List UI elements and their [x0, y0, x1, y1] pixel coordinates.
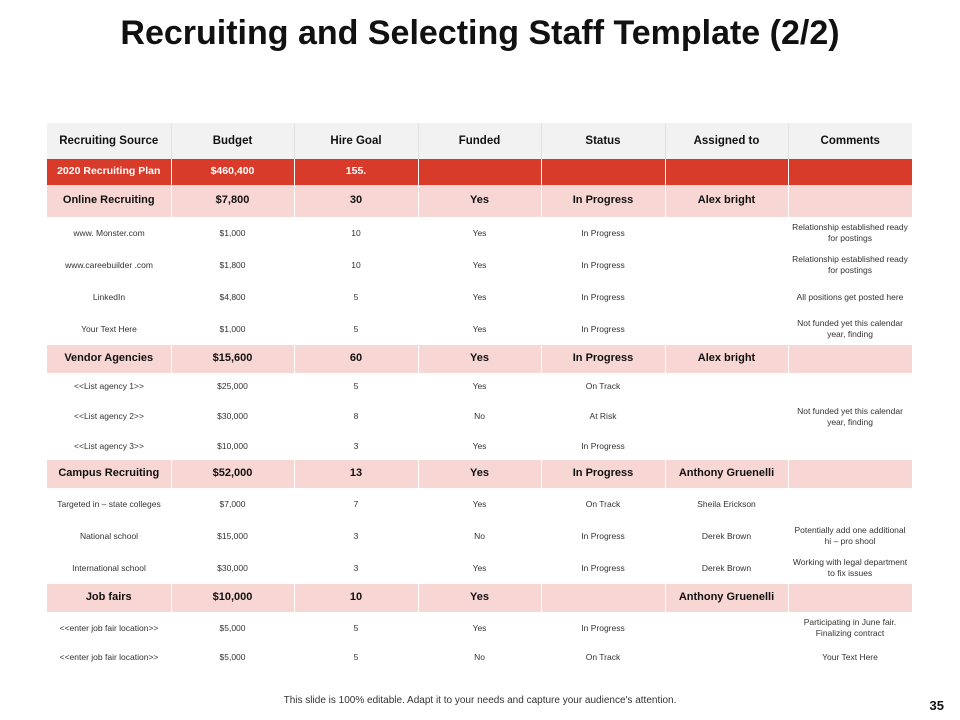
cell-funded: Yes	[418, 281, 541, 313]
table-row	[47, 373, 912, 400]
table-row	[47, 217, 912, 249]
cell-hire-goal: 60	[294, 345, 418, 373]
cell-funded: Yes	[418, 217, 541, 249]
cell-budget: $10,000	[171, 584, 294, 612]
cell-source: <<enter job fair location>>	[47, 612, 171, 644]
cell-budget: $30,000	[171, 552, 294, 584]
cell-hire-goal: 10	[294, 217, 418, 249]
table-row	[47, 552, 912, 584]
cell-hire-goal: 3	[294, 520, 418, 552]
cell-source: LinkedIn	[47, 281, 171, 313]
cell-status: In Progress	[541, 185, 665, 217]
cell-comments	[788, 488, 912, 520]
cell-hire-goal: 7	[294, 488, 418, 520]
cell-source: 2020 Recruiting Plan	[47, 159, 171, 185]
column-header-status: Status	[541, 123, 665, 159]
table-row-plan	[47, 159, 912, 185]
cell-status: In Progress	[541, 345, 665, 373]
cell-comments: Not funded yet this calendar year, finding	[788, 313, 912, 345]
cell-funded: No	[418, 644, 541, 671]
cell-status: On Track	[541, 644, 665, 671]
cell-funded: Yes	[418, 612, 541, 644]
cell-status: In Progress	[541, 281, 665, 313]
table-row	[47, 281, 912, 313]
cell-assigned: Alex bright	[665, 345, 788, 373]
cell-budget: $10,000	[171, 433, 294, 460]
cell-status: In Progress	[541, 217, 665, 249]
cell-hire-goal: 5	[294, 313, 418, 345]
cell-comments: Participating in June fair. Finalizing contract	[788, 612, 912, 644]
cell-budget: $5,000	[171, 612, 294, 644]
cell-status: On Track	[541, 488, 665, 520]
cell-source: Vendor Agencies	[47, 345, 171, 373]
cell-source: International school	[47, 552, 171, 584]
cell-comments	[788, 185, 912, 217]
cell-source: www. Monster.com	[47, 217, 171, 249]
cell-source: <<List agency 2>>	[47, 400, 171, 433]
table-row	[47, 644, 912, 671]
column-header-budget: Budget	[171, 123, 294, 159]
cell-hire-goal: 13	[294, 460, 418, 488]
cell-funded: Yes	[418, 552, 541, 584]
cell-budget: $460,400	[171, 159, 294, 185]
cell-hire-goal: 5	[294, 644, 418, 671]
table-row-section	[47, 185, 912, 217]
cell-hire-goal: 10	[294, 249, 418, 281]
cell-funded: Yes	[418, 488, 541, 520]
cell-funded: No	[418, 400, 541, 433]
table-row	[47, 488, 912, 520]
cell-source: Campus Recruiting	[47, 460, 171, 488]
cell-assigned: Sheila Erickson	[665, 488, 788, 520]
table-row	[47, 612, 912, 644]
cell-assigned	[665, 313, 788, 345]
column-header-hire-goal: Hire Goal	[294, 123, 418, 159]
cell-funded: Yes	[418, 433, 541, 460]
cell-comments: Potentially add one additional hi – pro shool	[788, 520, 912, 552]
table-row	[47, 400, 912, 433]
cell-assigned: Alex bright	[665, 185, 788, 217]
cell-budget: $5,000	[171, 644, 294, 671]
table-row	[47, 520, 912, 552]
cell-budget: $7,000	[171, 488, 294, 520]
cell-status: On Track	[541, 373, 665, 400]
cell-hire-goal: 10	[294, 584, 418, 612]
table-row-section	[47, 460, 912, 488]
cell-hire-goal: 5	[294, 612, 418, 644]
column-header-comments: Comments	[788, 123, 912, 159]
cell-funded: Yes	[418, 584, 541, 612]
cell-status: In Progress	[541, 433, 665, 460]
cell-status: In Progress	[541, 552, 665, 584]
page-number: 35	[929, 698, 944, 713]
cell-assigned: Derek Brown	[665, 552, 788, 584]
cell-source: www.careebuilder .com	[47, 249, 171, 281]
cell-comments	[788, 159, 912, 185]
column-header-source: Recruiting Source	[47, 123, 171, 159]
cell-assigned	[665, 400, 788, 433]
cell-budget: $30,000	[171, 400, 294, 433]
column-header-funded: Funded	[418, 123, 541, 159]
cell-status: In Progress	[541, 520, 665, 552]
cell-budget: $4,800	[171, 281, 294, 313]
cell-source: <<List agency 3>>	[47, 433, 171, 460]
cell-source: National school	[47, 520, 171, 552]
cell-assigned	[665, 217, 788, 249]
table-header-row	[47, 123, 912, 159]
cell-status: In Progress	[541, 249, 665, 281]
cell-assigned	[665, 612, 788, 644]
cell-funded: Yes	[418, 345, 541, 373]
cell-comments	[788, 460, 912, 488]
cell-assigned	[665, 373, 788, 400]
cell-status: In Progress	[541, 313, 665, 345]
cell-hire-goal: 5	[294, 281, 418, 313]
cell-source: <<List agency 1>>	[47, 373, 171, 400]
cell-funded: No	[418, 520, 541, 552]
cell-comments	[788, 345, 912, 373]
cell-assigned: Derek Brown	[665, 520, 788, 552]
cell-status	[541, 584, 665, 612]
cell-assigned	[665, 159, 788, 185]
cell-budget: $52,000	[171, 460, 294, 488]
cell-budget: $25,000	[171, 373, 294, 400]
table-row	[47, 249, 912, 281]
cell-funded: Yes	[418, 460, 541, 488]
cell-source: Your Text Here	[47, 313, 171, 345]
cell-hire-goal: 5	[294, 373, 418, 400]
cell-source: Job fairs	[47, 584, 171, 612]
cell-budget: $15,600	[171, 345, 294, 373]
cell-assigned	[665, 433, 788, 460]
cell-comments	[788, 584, 912, 612]
cell-assigned	[665, 249, 788, 281]
cell-assigned	[665, 644, 788, 671]
table-row-section	[47, 584, 912, 612]
cell-budget: $7,800	[171, 185, 294, 217]
cell-budget: $1,800	[171, 249, 294, 281]
cell-hire-goal: 8	[294, 400, 418, 433]
cell-funded	[418, 159, 541, 185]
cell-funded: Yes	[418, 373, 541, 400]
cell-assigned: Anthony Gruenelli	[665, 460, 788, 488]
cell-comments-merged: Not funded yet this calendar year, finding	[788, 373, 912, 460]
cell-status	[541, 159, 665, 185]
cell-source: <<enter job fair location>>	[47, 644, 171, 671]
column-header-assigned: Assigned to	[665, 123, 788, 159]
footer-note: This slide is 100% editable. Adapt it to your needs and capture your audience's attention.	[283, 695, 677, 706]
cell-funded: Yes	[418, 185, 541, 217]
cell-hire-goal: 155.	[294, 159, 418, 185]
cell-funded: Yes	[418, 249, 541, 281]
table-row	[47, 433, 912, 460]
cell-status: In Progress	[541, 460, 665, 488]
cell-comments: Relationship established ready for postings	[788, 217, 912, 249]
cell-comments: Working with legal department to fix issues	[788, 552, 912, 584]
cell-comments: All positions get posted here	[788, 281, 912, 313]
cell-hire-goal: 30	[294, 185, 418, 217]
cell-hire-goal: 3	[294, 552, 418, 584]
cell-comments: Your Text Here	[788, 644, 912, 671]
table-row	[47, 313, 912, 345]
cell-assigned	[665, 281, 788, 313]
cell-hire-goal: 3	[294, 433, 418, 460]
cell-comments: Relationship established ready for postings	[788, 249, 912, 281]
cell-budget: $15,000	[171, 520, 294, 552]
table-row-section	[47, 345, 912, 373]
cell-budget: $1,000	[171, 313, 294, 345]
cell-source: Online Recruiting	[47, 185, 171, 217]
cell-status: At Risk	[541, 400, 665, 433]
cell-source: Targeted in – state colleges	[47, 488, 171, 520]
cell-status: In Progress	[541, 612, 665, 644]
cell-budget: $1,000	[171, 217, 294, 249]
slide-title: Recruiting and Selecting Staff Template (2/2)	[120, 14, 840, 52]
cell-funded: Yes	[418, 313, 541, 345]
recruiting-table	[47, 123, 912, 671]
cell-assigned: Anthony Gruenelli	[665, 584, 788, 612]
